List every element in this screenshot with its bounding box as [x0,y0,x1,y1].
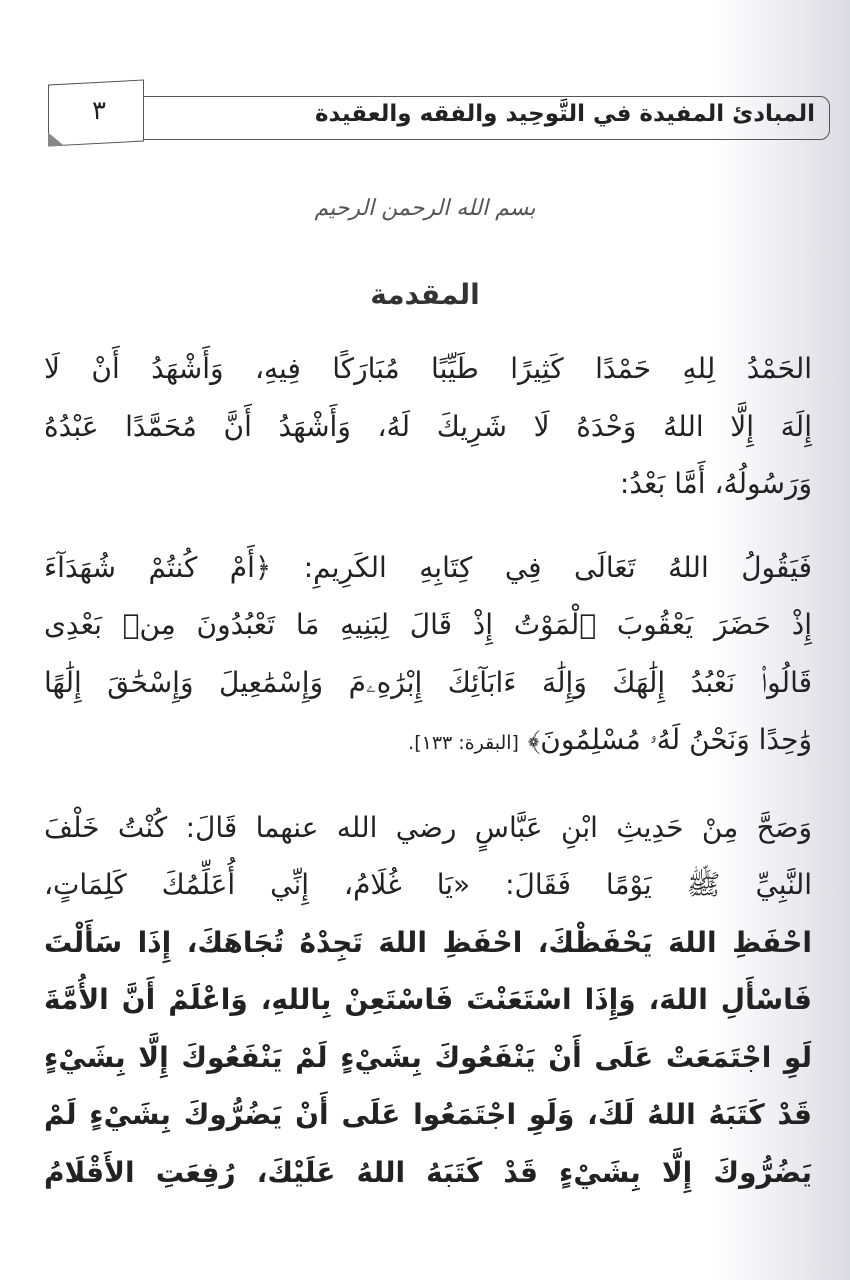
verse-text: وَٰحِدًا وَنَحْنُ لَهُۥ مُسْلِمُونَ﴾ [527,723,812,756]
text-line: وَصَحَّ مِنْ حَدِيثِ ابْنِ عَبَّاسٍ رضي الله عنهما قَالَ: كُنْتُ خَلْفَ [44,810,812,844]
text-line: إِلَهَ إِلَّا اللهُ وَحْدَهُ لَا شَرِيكَ لَهُ، وَأَشْهَدُ أَنَّ مُحَمَّدًا عَبْدُهُ [44,409,812,443]
text-line: يَضُرُّوكَ إِلَّا بِشَيْءٍ قَدْ كَتَبَهُ اللهُ عَلَيْكَ، رُفِعَتِ الأَقْلَامُ [44,1155,812,1189]
page-fold-icon [48,132,64,147]
book-title: المبادئ المفيدة في التَّوحِيد والفقه والعقيدة [314,101,815,127]
body-text [44,340,812,1201]
page-number: ٣ [92,96,106,126]
text-line [44,711,812,773]
text-line: وَرَسُولُهُ، أَمَّا بَعْدُ: [619,467,812,500]
text-line: فَيَقُولُ اللهُ تَعَالَى فِي كِتَابِهِ الكَرِيمِ: ﴿أَمْ كُنتُمْ شُهَدَآءَ [44,550,812,584]
paragraph-quran-verse [44,539,812,773]
text-line: احْفَظِ اللهَ يَحْفَظْكَ، احْفَظِ اللهَ تَجِدْهُ تُجَاهَكَ، إِذَا سَأَلْتَ [44,925,812,959]
basmala-calligraphy: بسم الله الرحمن الرحيم [314,196,536,221]
text-line: الحَمْدُ لِلهِ حَمْدًا كَثِيرًا طَيِّبًا مُبَارَكًا فِيهِ، وَأَشْهَدُ أَنْ لَا [44,352,812,385]
text-line: إِذْ حَضَرَ يَعْقُوبَ ٱلْمَوْتُ إِذْ قَالَ لِبَنِيهِ مَا تَعْبُدُونَ مِنۢ بَعْدِى [44,608,812,641]
text-line: النَّبِيِّ ﷺ يَوْمًا فَقَالَ: «يَا غُلَامُ، إِنِّي أُعَلِّمُكَ كَلِمَاتٍ، [44,868,812,901]
verse-reference: [البقرة: ١٣٣]. [408,732,519,754]
text-line: لَوِ اجْتَمَعَتْ عَلَى أَنْ يَنْفَعُوكَ بِشَيْءٍ لَمْ يَنْفَعُوكَ إِلَّا بِشَيْءٍ [44,1040,812,1074]
text-line: قَالُوا۟ نَعْبُدُ إِلَٰهَكَ وَإِلَٰهَ ءَابَآئِكَ إِبْرَٰهِۦمَ وَإِسْمَٰعِيلَ وَإِسْحَٰقَ إِلَٰهًا [44,665,812,699]
text-line: قَدْ كَتَبَهُ اللهُ لَكَ، وَلَوِ اجْتَمَعُوا عَلَى أَنْ يَضُرُّوكَ بِشَيْءٍ لَمْ [44,1098,812,1131]
section-title: المقدمة [370,278,480,311]
paragraph-hadith [44,799,812,1202]
paragraph-intro [44,340,812,513]
running-header [57,96,830,140]
text-line: فَاسْأَلِ اللهَ، وَإِذَا اسْتَعَنْتَ فَاسْتَعِنْ بِاللهِ، وَاعْلَمْ أَنَّ الأُمَّةَ [44,983,812,1016]
